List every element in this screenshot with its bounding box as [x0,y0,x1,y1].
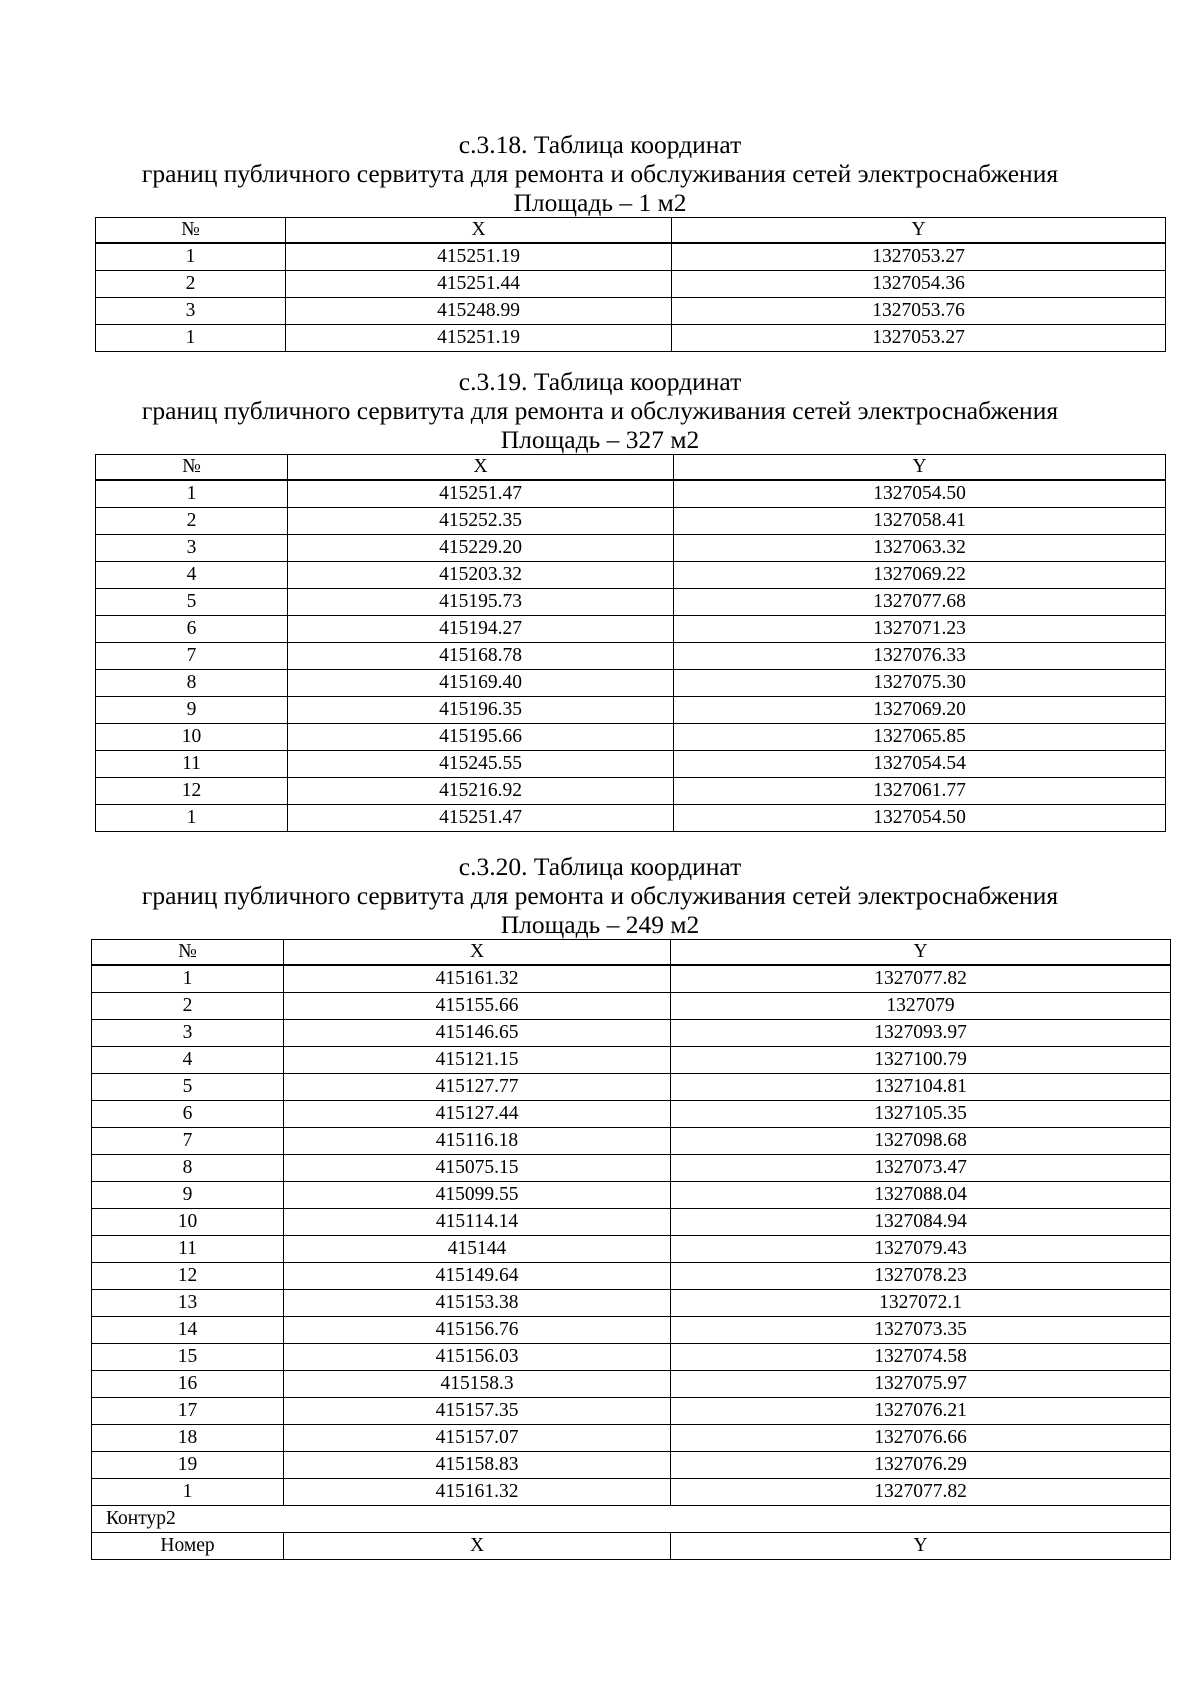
table-header-row [92,940,1171,966]
x-coordinate: 415195.66 [288,724,674,751]
y-coordinate: 1327058.41 [674,508,1166,535]
table-row [96,643,1166,670]
x-coordinate: 415161.32 [284,965,671,993]
x-coordinate: 415195.73 [288,589,674,616]
point-number: 10 [96,724,288,751]
y-coordinate: 1327072.1 [671,1290,1171,1317]
contour-column-x: X [284,1533,671,1560]
table-row [92,1425,1171,1452]
section-subtitle: границ публичного сервитута для ремонта и обслуживания сетей электроснабжения [141,396,1059,425]
point-number: 8 [92,1155,284,1182]
point-number: 12 [96,778,288,805]
section-subtitle: границ публичного сервитута для ремонта и обслуживания сетей электроснабжения [141,159,1059,188]
y-coordinate: 1327063.32 [674,535,1166,562]
point-number: 15 [92,1344,284,1371]
table-row [96,480,1166,508]
point-number: 12 [92,1263,284,1290]
point-number: 1 [96,325,286,352]
y-coordinate: 1327088.04 [671,1182,1171,1209]
point-number: 17 [92,1398,284,1425]
table-row [92,965,1171,993]
table-row [96,562,1166,589]
table-row [92,1128,1171,1155]
section-area: Площадь – 327 м2 [500,425,700,454]
y-coordinate: 1327053.76 [672,298,1166,325]
section-subtitle: границ публичного сервитута для ремонта и обслуживания сетей электроснабжения [141,881,1059,910]
y-coordinate: 1327071.23 [674,616,1166,643]
table-row [92,1290,1171,1317]
x-coordinate: 415194.27 [288,616,674,643]
column-header-y: Y [671,940,1171,966]
table-row [92,1317,1171,1344]
point-number: 16 [92,1371,284,1398]
table-row [96,697,1166,724]
table-row [92,1155,1171,1182]
y-coordinate: 1327076.33 [674,643,1166,670]
y-coordinate: 1327073.47 [671,1155,1171,1182]
column-header-x: X [288,455,674,481]
x-coordinate: 415251.47 [288,480,674,508]
section-title: с.3.20. Таблица координат [458,852,742,881]
column-header-number: № [96,455,288,481]
x-coordinate: 415251.47 [288,805,674,832]
table-row [96,778,1166,805]
section-area: Площадь – 249 м2 [500,910,700,939]
point-number: 13 [92,1290,284,1317]
table-row [92,1371,1171,1398]
coordinates-table [95,454,1166,832]
y-coordinate: 1327069.22 [674,562,1166,589]
table-header-row [96,455,1166,481]
point-number: 1 [92,965,284,993]
point-number: 3 [92,1020,284,1047]
x-coordinate: 415157.35 [284,1398,671,1425]
x-coordinate: 415229.20 [288,535,674,562]
contour-header-row [92,1533,1171,1560]
point-number: 2 [92,993,284,1020]
x-coordinate: 415114.14 [284,1209,671,1236]
table-row [92,1020,1171,1047]
x-coordinate: 415155.66 [284,993,671,1020]
y-coordinate: 1327079 [671,993,1171,1020]
table-row [96,751,1166,778]
column-header-number: № [96,218,286,244]
column-header-y: Y [674,455,1166,481]
point-number: 14 [92,1317,284,1344]
coordinates-table [91,939,1171,1560]
y-coordinate: 1327053.27 [672,243,1166,271]
x-coordinate: 415153.38 [284,1290,671,1317]
section-title: с.3.18. Таблица координат [458,130,742,159]
table-row [96,535,1166,562]
contour-label-row [92,1506,1171,1533]
y-coordinate: 1327076.29 [671,1452,1171,1479]
x-coordinate: 415161.32 [284,1479,671,1506]
column-header-y: Y [672,218,1166,244]
point-number: 2 [96,508,288,535]
table-row [92,1398,1171,1425]
column-header-x: X [284,940,671,966]
point-number: 6 [92,1101,284,1128]
point-number: 3 [96,298,286,325]
y-coordinate: 1327077.82 [671,1479,1171,1506]
table-row [92,1209,1171,1236]
x-coordinate: 415127.44 [284,1101,671,1128]
point-number: 5 [92,1074,284,1101]
point-number: 18 [92,1425,284,1452]
table-row [96,508,1166,535]
table-row [92,1344,1171,1371]
x-coordinate: 415216.92 [288,778,674,805]
section-area: Площадь – 1 м2 [513,188,687,217]
y-coordinate: 1327054.54 [674,751,1166,778]
y-coordinate: 1327104.81 [671,1074,1171,1101]
x-coordinate: 415099.55 [284,1182,671,1209]
table-row [96,670,1166,697]
y-coordinate: 1327076.21 [671,1398,1171,1425]
table-row [96,298,1166,325]
table-row [96,271,1166,298]
x-coordinate: 415168.78 [288,643,674,670]
point-number: 11 [92,1236,284,1263]
table-row [96,325,1166,352]
table-row [92,993,1171,1020]
table-row [96,616,1166,643]
column-header-number: № [92,940,284,966]
section-3-18 [0,130,1200,352]
y-coordinate: 1327076.66 [671,1425,1171,1452]
point-number: 3 [96,535,288,562]
point-number: 19 [92,1452,284,1479]
table-row [96,805,1166,832]
y-coordinate: 1327084.94 [671,1209,1171,1236]
x-coordinate: 415252.35 [288,508,674,535]
section-title: с.3.19. Таблица координат [458,367,742,396]
point-number: 4 [92,1047,284,1074]
x-coordinate: 415127.77 [284,1074,671,1101]
y-coordinate: 1327061.77 [674,778,1166,805]
y-coordinate: 1327075.97 [671,1371,1171,1398]
y-coordinate: 1327100.79 [671,1047,1171,1074]
table-row [92,1236,1171,1263]
point-number: 1 [96,243,286,271]
y-coordinate: 1327079.43 [671,1236,1171,1263]
point-number: 9 [92,1182,284,1209]
table-row [92,1182,1171,1209]
y-coordinate: 1327078.23 [671,1263,1171,1290]
table-row [92,1047,1171,1074]
point-number: 1 [96,805,288,832]
point-number: 1 [92,1479,284,1506]
table-header-row [96,218,1166,244]
x-coordinate: 415158.83 [284,1452,671,1479]
y-coordinate: 1327077.68 [674,589,1166,616]
column-header-x: X [286,218,672,244]
table-row [96,589,1166,616]
y-coordinate: 1327098.68 [671,1128,1171,1155]
x-coordinate: 415203.32 [288,562,674,589]
y-coordinate: 1327065.85 [674,724,1166,751]
table-row [92,1263,1171,1290]
y-coordinate: 1327054.36 [672,271,1166,298]
point-number: 7 [92,1128,284,1155]
point-number: 4 [96,562,288,589]
x-coordinate: 415248.99 [286,298,672,325]
x-coordinate: 415149.64 [284,1263,671,1290]
point-number: 11 [96,751,288,778]
point-number: 6 [96,616,288,643]
y-coordinate: 1327074.58 [671,1344,1171,1371]
x-coordinate: 415156.76 [284,1317,671,1344]
y-coordinate: 1327105.35 [671,1101,1171,1128]
section-3-20 [0,852,1200,1560]
table-row [92,1452,1171,1479]
y-coordinate: 1327054.50 [674,805,1166,832]
y-coordinate: 1327073.35 [671,1317,1171,1344]
x-coordinate: 415196.35 [288,697,674,724]
x-coordinate: 415158.3 [284,1371,671,1398]
y-coordinate: 1327093.97 [671,1020,1171,1047]
x-coordinate: 415156.03 [284,1344,671,1371]
x-coordinate: 415121.15 [284,1047,671,1074]
table-row [92,1479,1171,1506]
contour-column-y: Y [671,1533,1171,1560]
coordinates-table [95,217,1166,352]
x-coordinate: 415245.55 [288,751,674,778]
y-coordinate: 1327077.82 [671,965,1171,993]
contour-column-number: Номер [92,1533,284,1560]
point-number: 5 [96,589,288,616]
x-coordinate: 415251.44 [286,271,672,298]
x-coordinate: 415116.18 [284,1128,671,1155]
contour-label: Контур2 [92,1506,1171,1533]
table-row [92,1074,1171,1101]
y-coordinate: 1327054.50 [674,480,1166,508]
y-coordinate: 1327053.27 [672,325,1166,352]
point-number: 9 [96,697,288,724]
point-number: 2 [96,271,286,298]
table-row [92,1101,1171,1128]
x-coordinate: 415146.65 [284,1020,671,1047]
table-row [96,724,1166,751]
table-row [96,243,1166,271]
x-coordinate: 415144 [284,1236,671,1263]
point-number: 1 [96,480,288,508]
x-coordinate: 415169.40 [288,670,674,697]
x-coordinate: 415075.15 [284,1155,671,1182]
y-coordinate: 1327069.20 [674,697,1166,724]
point-number: 8 [96,670,288,697]
x-coordinate: 415251.19 [286,243,672,271]
x-coordinate: 415157.07 [284,1425,671,1452]
section-3-19 [0,367,1200,832]
point-number: 7 [96,643,288,670]
y-coordinate: 1327075.30 [674,670,1166,697]
point-number: 10 [92,1209,284,1236]
x-coordinate: 415251.19 [286,325,672,352]
